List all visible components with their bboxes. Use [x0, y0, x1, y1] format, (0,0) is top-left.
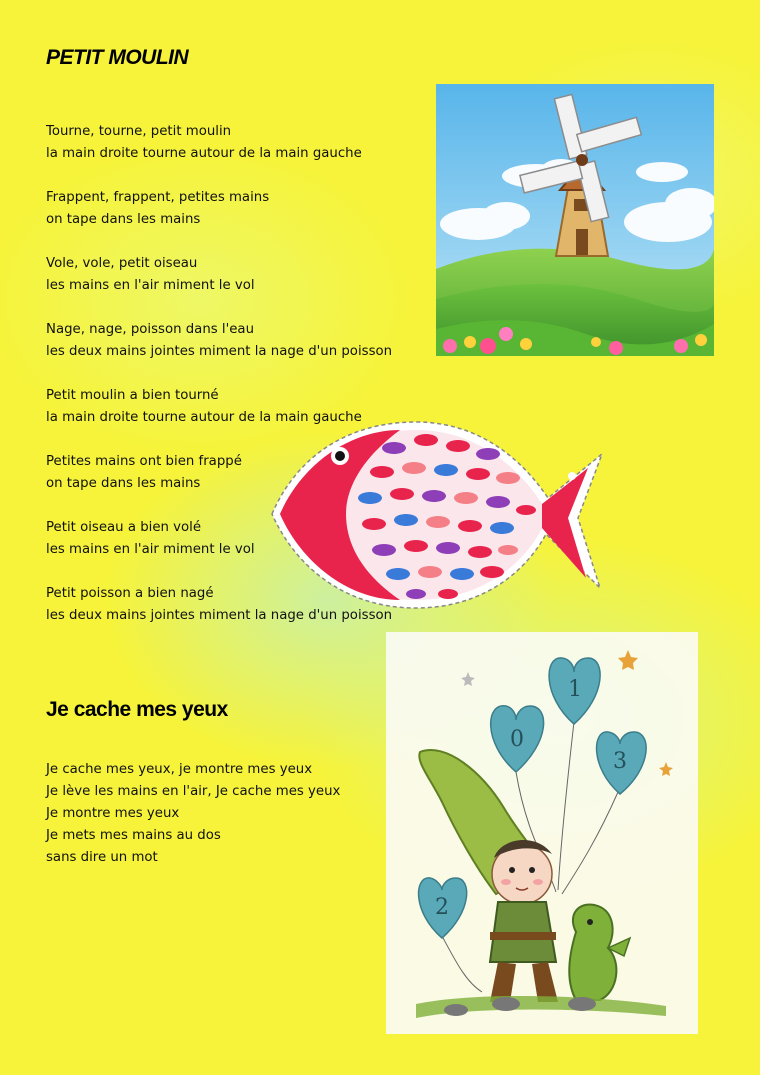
lyric-line: Frappent, frappent, petites mains	[46, 190, 270, 205]
lyric-line: la main droite tourne autour de la main gauche	[46, 410, 362, 425]
lyric-line: les mains en l'air miment le vol	[46, 542, 255, 557]
lyric-line: on tape dans les mains	[46, 476, 201, 491]
stanza	[46, 187, 392, 231]
lyric-line: les deux mains jointes miment la nage d'un poisson	[46, 344, 393, 359]
lyric-line: les mains en l'air miment le vol	[46, 278, 255, 293]
lyric-line: Petites mains ont bien frappé	[46, 454, 242, 469]
lyric-line: Petit poisson a bien nagé	[46, 586, 214, 601]
balloon-digit: 1	[568, 677, 582, 702]
lyric-line: la main droite tourne autour de la main gauche	[46, 146, 362, 161]
song2-lyrics	[46, 759, 340, 869]
balloon-digit: 3	[613, 749, 627, 774]
lyric-line: Je cache mes yeux, je montre mes yeux	[46, 762, 313, 777]
balloon-digit: 2	[435, 895, 449, 920]
lyric-line: Je mets mes mains au dos	[46, 828, 221, 843]
lyric-line: Petit moulin a bien tourné	[46, 388, 219, 403]
song1-title: PETIT MOULIN	[46, 46, 189, 69]
lyric-line: Vole, vole, petit oiseau	[46, 256, 198, 271]
lyric-line: on tape dans les mains	[46, 212, 201, 227]
lyric-line: sans dire un mot	[46, 850, 158, 865]
stanza	[46, 253, 392, 297]
stanza	[46, 121, 392, 165]
stanza	[46, 319, 392, 363]
lyric-line: les deux mains jointes miment la nage d'un poisson	[46, 608, 393, 623]
fish-illustration	[266, 418, 610, 610]
lyric-line: Je montre mes yeux	[46, 806, 180, 821]
windmill-illustration	[436, 84, 714, 356]
lyric-line: Petit oiseau a bien volé	[46, 520, 202, 535]
lyric-line: Tourne, tourne, petit moulin	[46, 124, 232, 139]
lyric-line: Nage, nage, poisson dans l'eau	[46, 322, 255, 337]
song2-title: Je cache mes yeux	[46, 698, 228, 721]
balloon-digit: 0	[510, 727, 524, 752]
elf-balloons-illustration	[386, 632, 698, 1034]
lyric-line: Je lève les mains en l'air, Je cache mes yeux	[46, 784, 341, 799]
